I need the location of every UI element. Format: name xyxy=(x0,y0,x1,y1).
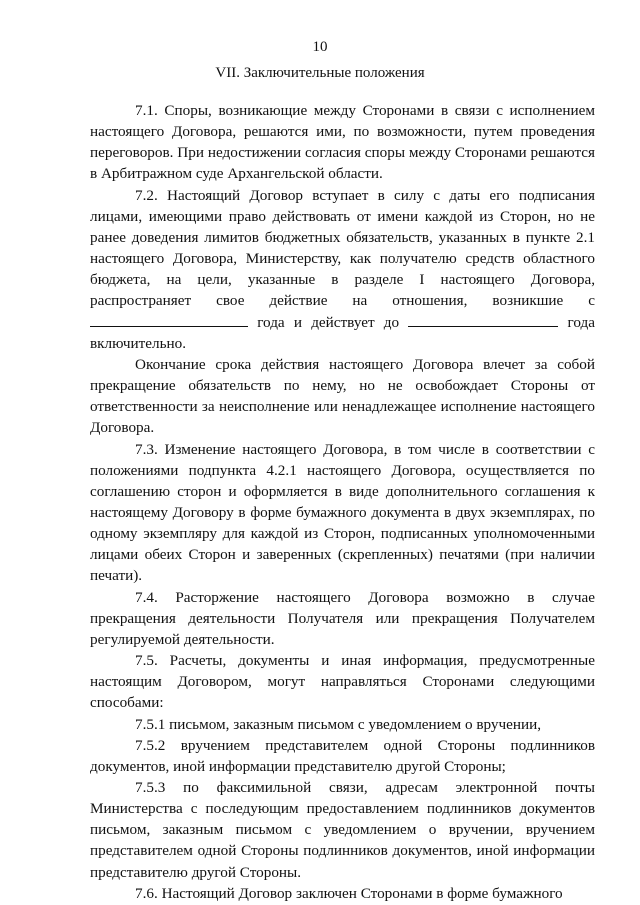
paragraph-7-3: 7.3. Изменение настоящего Договора, в том числе в соответствии с положениями подпункта 4.2.1 настоящего Договора, осуществляется по соглашению сторон и оформляется в виде дополнительного соглашения к настоящему Договору в форме бумажного документа в двух экземплярах, по одному экземпляру для каждой из Сторон, подписанных уполномоченными лицами обеих Сторон и заверенных (скрепленных) печатями (при наличии печати). xyxy=(90,440,595,585)
paragraph-7-2-text-end: года включительно. xyxy=(90,313,596,352)
paragraph-term-end: Окончание срока действия настоящего Договора влечет за собой прекращение обязательств по нему, но не освобождает Стороны от ответственности за неисполнение или ненадлежащее исполнение настоящего Договора. xyxy=(90,355,595,437)
paragraph-7-5-3: 7.5.3 по факсимильной связи, адресам электронной почты Министерства с последующим предоставлением подлинников документов письмом, заказным письмом с уведомлением о вручении, вручением представителем одной Стороны подлинников документов, иной информации представителю другой Стороны. xyxy=(90,779,595,881)
paragraph-7-5: 7.5. Расчеты, документы и иная информация, предусмотренные настоящим Договором, могут направляться Сторонами следующими способами: xyxy=(90,652,595,712)
date-end-blank xyxy=(408,312,558,327)
section-title: VII. Заключительные положения xyxy=(215,65,425,81)
paragraph-7-6: 7.6. Настоящий Договор заключен Сторонами в форме бумажного xyxy=(135,884,563,902)
paragraph-7-4: 7.4. Расторжение настоящего Договора возможно в случае прекращения деятельности Получателя или прекращения Получателем регулируемой деятельности. xyxy=(90,588,595,648)
paragraph-7-2-text-start: 7.2. Настоящий Договор вступает в силу с даты его подписания лицами, имеющими право действовать от имени каждой из Сторон, но не ранее доведения лимитов бюджетных обязательств, указанных в пункте 2.1 настоящего Договора, Министерству, как получателю средств областного бюджета, на цели, указанные в разделе I настоящего Договора, распространяет свое действие на отношения, возникшие с xyxy=(90,186,595,310)
document-body xyxy=(90,100,595,904)
date-start-blank xyxy=(90,312,248,327)
paragraph-7-2 xyxy=(90,185,595,354)
paragraph-7-2-text-middle: года и действует до xyxy=(257,313,400,331)
paragraph-7-1: 7.1. Споры, возникающие между Сторонами в связи с исполнением настоящего Договора, решаются ими, по возможности, путем проведения переговоров. При недостижении согласия споры между Сторонами решаются в Арбитражном суде Архангельской области. xyxy=(90,102,595,183)
paragraph-7-5-2: 7.5.2 вручением представителем одной Стороны подлинников документов, иной информации представителю другой Стороны; xyxy=(90,736,595,775)
paragraph-7-5-1: 7.5.1 письмом, заказным письмом с уведомлением о вручении, xyxy=(135,715,542,733)
page-number: 10 xyxy=(312,39,328,55)
